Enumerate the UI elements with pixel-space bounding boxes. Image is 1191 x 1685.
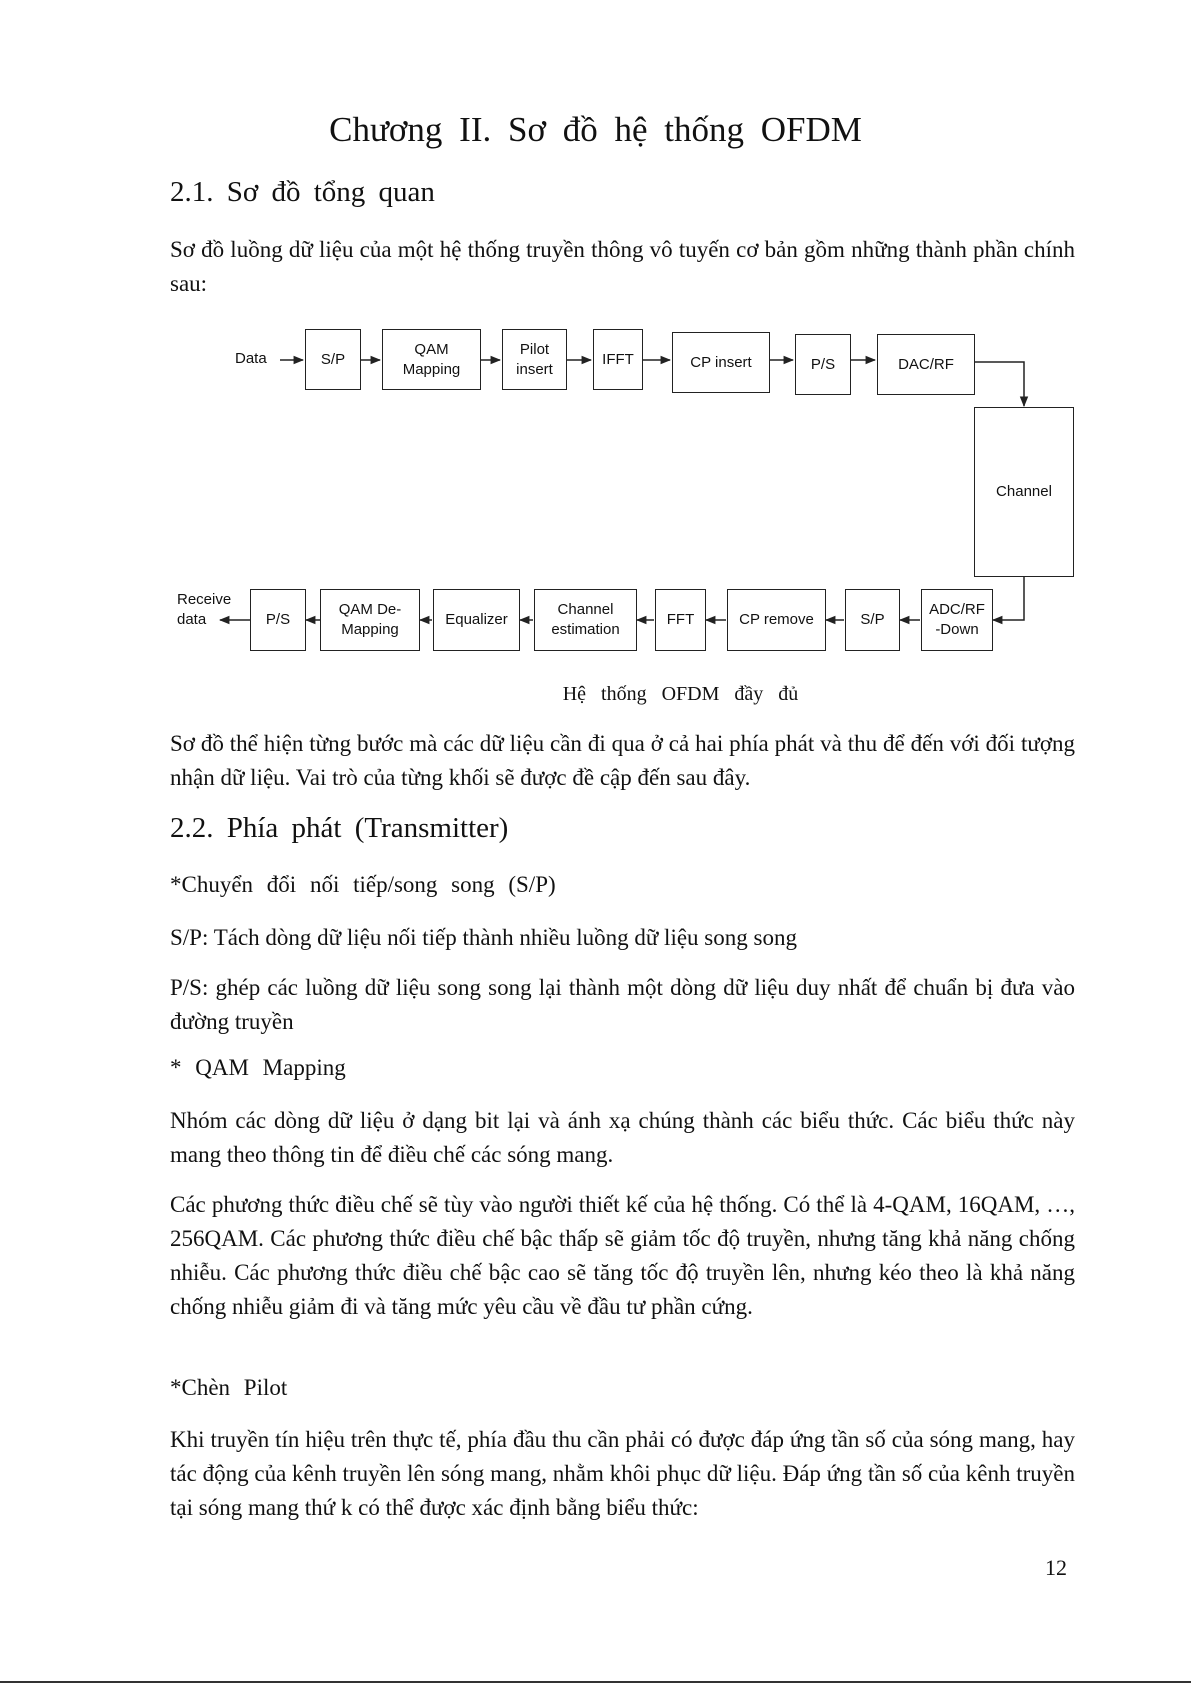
block-adc-rf-down <box>921 589 993 651</box>
block-ps-rx-label: P/S <box>265 611 291 628</box>
block-fft-label: FFT <box>666 611 695 628</box>
block-channel-label: Channel <box>996 483 1052 500</box>
paragraph-intro: Sơ đồ luồng dữ liệu của một hệ thống truyền thông vô tuyến cơ bản gồm những thành phần chính sau: <box>170 237 1075 296</box>
paragraph-ps: P/S: ghép các luồng dữ liệu song song lại thành một dòng dữ liệu duy nhất để chuẩn bị đưa vào đường truyền <box>170 975 1075 1034</box>
block-dac-rf-label: DAC/RF <box>898 355 954 373</box>
input-data-label: Data <box>235 350 267 367</box>
block-sp-rx <box>845 589 900 651</box>
block-ps-tx <box>795 334 851 395</box>
block-channel-estimation-line2: estimation <box>551 621 620 638</box>
subheading-qam-mapping: * QAM Mapping <box>170 1055 346 1080</box>
paragraph-qam-2: Các phương thức điều chế sẽ tùy vào người thiết kế của hệ thống. Có thể là 4-QAM, 16QAM, …, 256QAM. Các phương thức điều chế bậc thấp sẽ giảm tốc độ truyền, nhưng tăng khả năng chống nhiễu. Các phương thức điều chế bậc cao sẽ tăng tốc độ truyền lên, nhưng kéo theo là khả năng chống nhiễu giảm đi và tăng mức yêu cầu về đầu tư phần cứng. <box>170 1192 1075 1319</box>
block-cp-remove-label: CP remove <box>739 611 814 628</box>
section-heading-2-2: 2.2. Phía phát (Transmitter) <box>170 812 509 844</box>
block-qam-mapping <box>382 329 481 390</box>
block-cp-remove <box>727 589 826 651</box>
block-channel-estimation-line1: Channel <box>557 601 614 618</box>
block-pilot-insert <box>502 329 567 390</box>
block-ps-tx-label: P/S <box>810 355 836 373</box>
paragraph-sp: S/P: Tách dòng dữ liệu nối tiếp thành nhiều luồng dữ liệu song song <box>170 925 797 950</box>
block-ifft-label: IFFT <box>602 350 634 368</box>
subheading-pilot-insert: *Chèn Pilot <box>170 1375 288 1400</box>
block-pilot-insert-line1: Pilot <box>519 340 550 358</box>
block-channel-estimation <box>534 589 637 651</box>
paragraph-diagram-explanation: Sơ đồ thể hiện từng bước mà các dữ liệu cần đi qua ở cả hai phía phát và thu để đến với đối tượng nhận dữ liệu. Vai trò của từng khối sẽ được đề cập đến sau đây. <box>170 731 1075 790</box>
block-adc-rf-down-line2: -Down <box>935 621 979 638</box>
paragraph-pilot: Khi truyền tín hiệu trên thực tế, phía đầu thu cần phải có được đáp ứng tần số của sóng mang, hay tác động của kênh truyền lên sóng mang, nhằm khôi phục dữ liệu. Đáp ứng tần số của kênh truyền tại sóng mang thứ k có thể được xác định bằng biểu thức: <box>170 1427 1075 1520</box>
block-dac-rf <box>877 334 975 395</box>
block-adc-rf-down-line1: ADC/RF <box>929 601 985 618</box>
block-equalizer <box>433 589 520 651</box>
block-sp-tx <box>305 329 361 390</box>
block-qam-demapping-line2: Mapping <box>341 621 399 638</box>
block-qam-demapping <box>320 589 420 651</box>
block-channel <box>974 407 1074 577</box>
block-qam-mapping-line2: Mapping <box>402 360 461 378</box>
block-equalizer-label: Equalizer <box>445 611 508 628</box>
bottom-divider <box>0 1681 1191 1683</box>
block-qam-mapping-line1: QAM <box>414 340 449 358</box>
page-number: 12 <box>1045 1555 1067 1580</box>
block-ifft <box>593 329 643 390</box>
block-qam-demapping-line1: QAM De- <box>338 601 402 618</box>
subheading-sp-conversion: *Chuyển đổi nối tiếp/song song (S/P) <box>170 872 556 897</box>
block-sp-tx-label: S/P <box>320 350 346 368</box>
block-ps-rx <box>250 589 306 651</box>
block-fft <box>655 589 706 651</box>
block-sp-rx-label: S/P <box>860 611 885 628</box>
block-cp-insert <box>672 332 770 393</box>
output-receive-data-label <box>177 590 231 630</box>
output-label-line2: data <box>177 611 207 628</box>
chapter-title: Chương II. Sơ đồ hệ thống OFDM <box>329 110 862 149</box>
section-heading-2-1: 2.1. Sơ đồ tổng quan <box>170 176 435 208</box>
arrow-channel-to-adc <box>993 577 1024 620</box>
arrow-dac-to-channel <box>975 362 1024 406</box>
output-label-line1: Receive <box>177 591 232 608</box>
diagram-caption: Hệ thống OFDM đầy đủ <box>562 683 799 705</box>
ofdm-block-diagram <box>0 0 1191 680</box>
block-cp-insert-label: CP insert <box>690 353 752 371</box>
block-pilot-insert-line2: insert <box>516 360 553 378</box>
paragraph-qam-1: Nhóm các dòng dữ liệu ở dạng bit lại và ánh xạ chúng thành các biểu thức. Các biểu thức này mang theo thông tin để điều chế các sóng mang. <box>170 1108 1075 1167</box>
